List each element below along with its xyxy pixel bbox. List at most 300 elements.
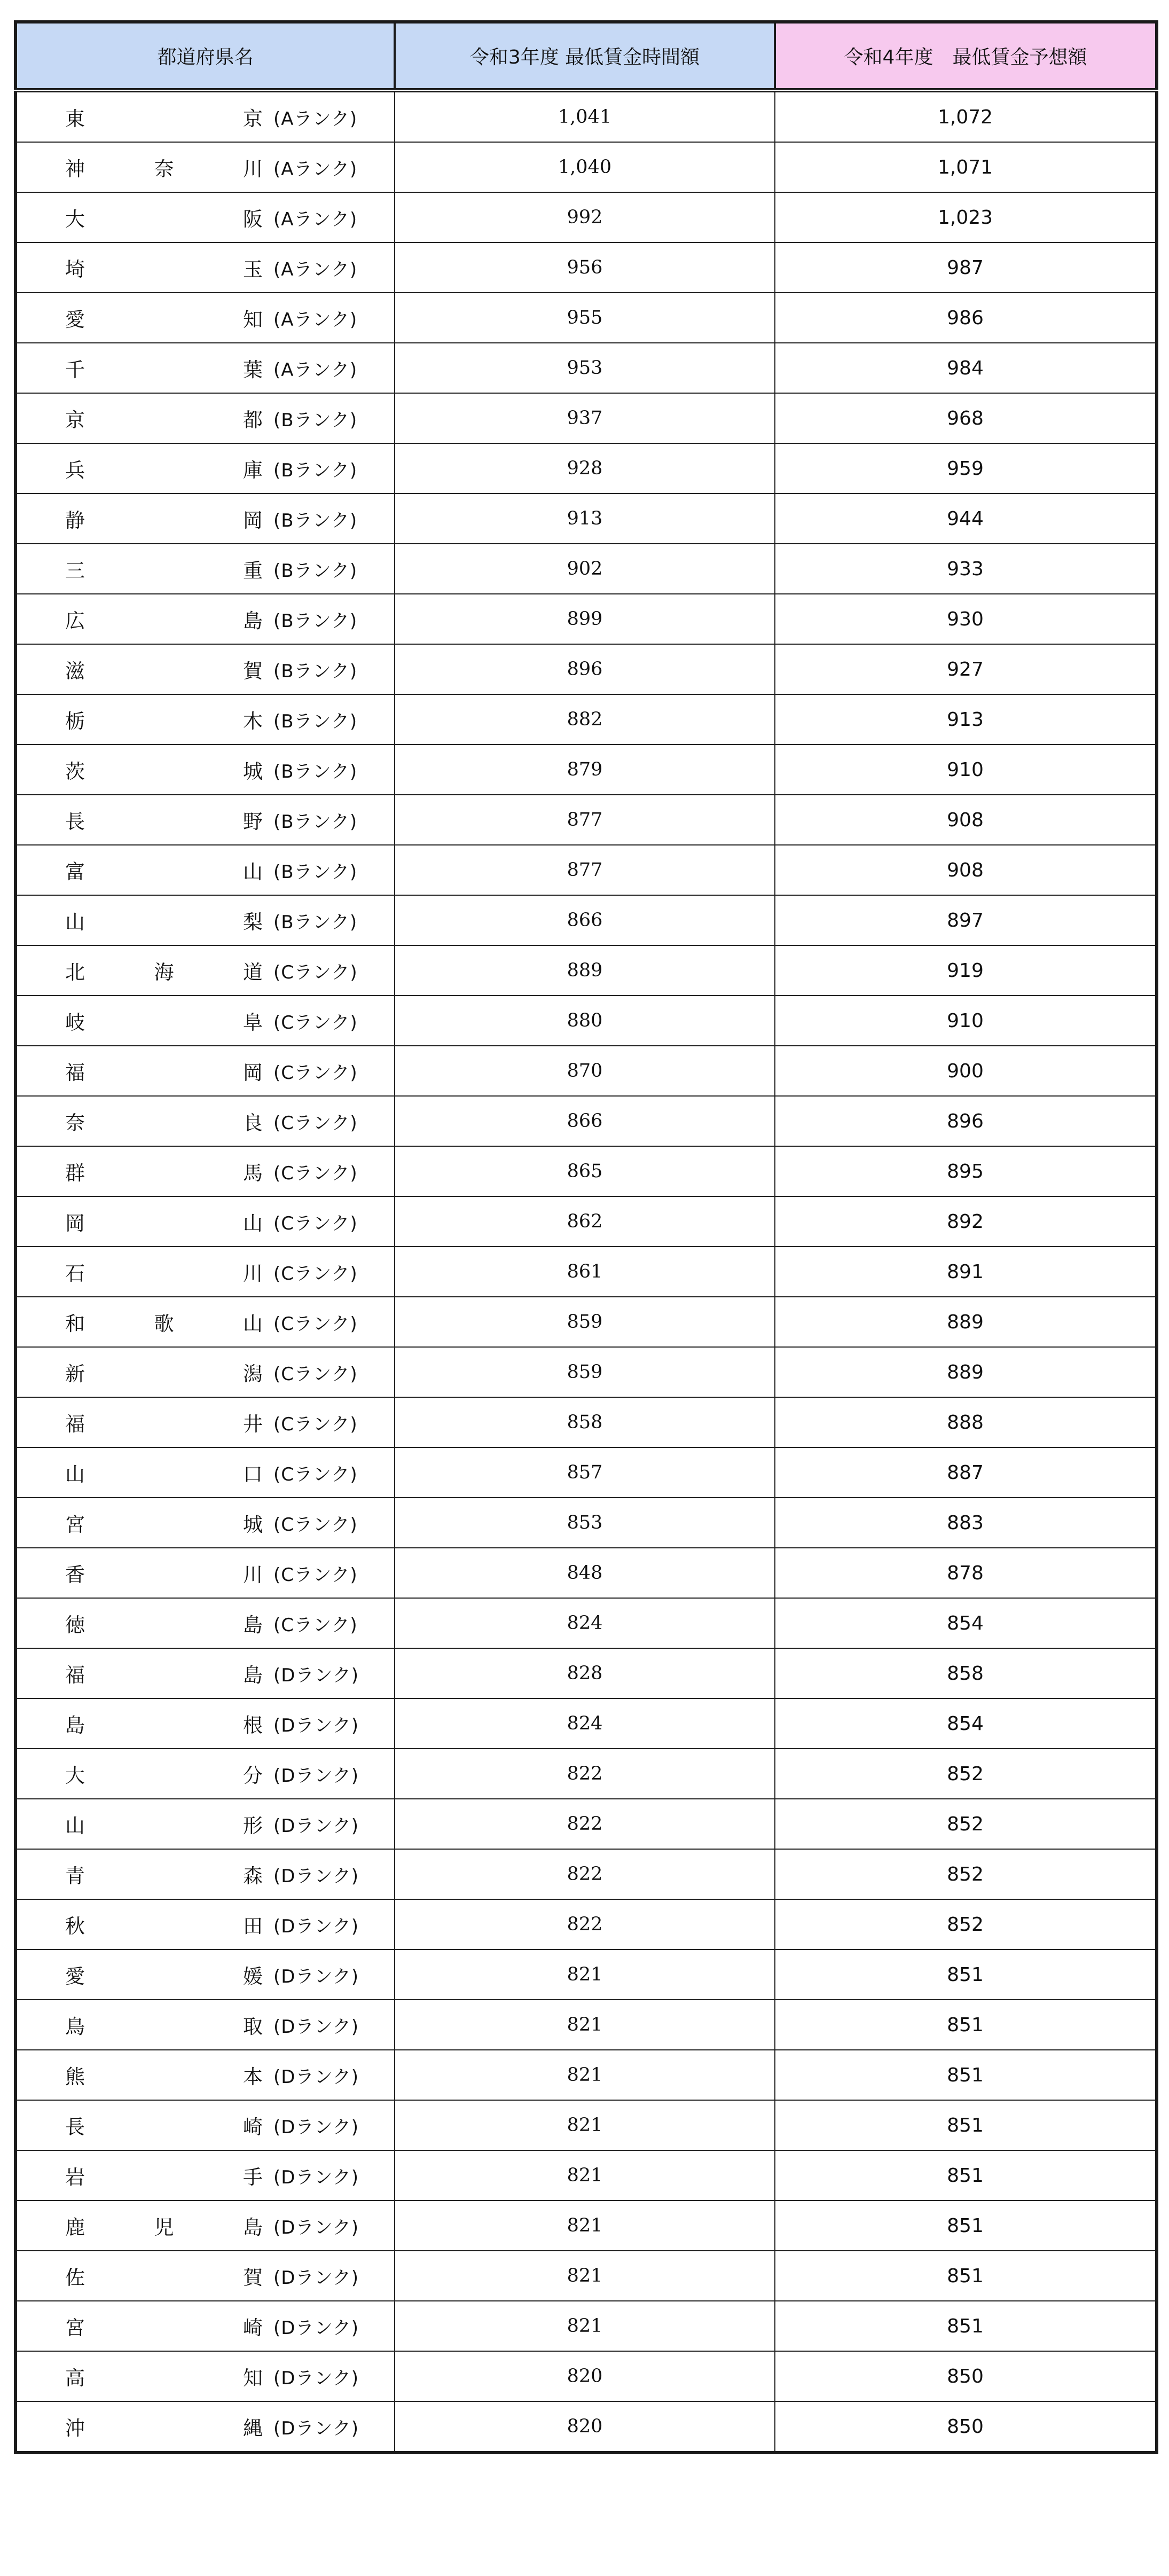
rank-label: (Bランク) [273,761,358,782]
prefecture-name [65,645,263,694]
rank-label: (Aランク) [273,108,358,130]
rank-label: (Cランク) [273,1062,358,1084]
rank-label: (Dランク) [273,1714,359,1736]
r3-wage-cell: 853 [395,1498,775,1548]
table-row [15,1096,1157,1146]
r3-wage-cell: 821 [395,1949,775,2000]
prefecture-cell [15,1698,395,1749]
rank-label: (Aランク) [273,259,358,280]
table-row [15,2000,1157,2050]
r3-wage-cell: 956 [395,242,775,293]
prefecture-name [65,2000,263,2049]
prefecture-name-char: 阜 [243,1011,263,1034]
prefecture-name-char: 森 [243,1865,263,1888]
r3-wage-cell: 859 [395,1297,775,1347]
table-row [15,90,1157,142]
table-row [15,293,1157,343]
prefecture-name-char: 山 [243,1312,263,1335]
rank-label: (Dランク) [273,2217,359,2238]
rank-label: (Cランク) [273,1313,358,1335]
prefecture-name-char: 手 [243,2166,263,2189]
r4-forecast-cell: 984 [775,343,1157,393]
prefecture-name-char: 茨 [65,760,85,783]
prefecture-name-char: 島 [243,1664,263,1687]
r4-forecast-cell: 895 [775,1146,1157,1196]
prefecture-name-char: 滋 [65,660,85,683]
prefecture-name-char: 新 [65,1363,85,1385]
r4-forecast-cell: 892 [775,1196,1157,1247]
table-body [15,90,1157,2453]
r4-forecast-cell: 910 [775,996,1157,1046]
prefecture-cell [15,2150,395,2201]
prefecture-name [65,1398,263,1447]
prefecture-name-char: 賀 [243,660,263,683]
prefecture-name [65,845,263,895]
prefecture-cell [15,2251,395,2301]
r3-wage-cell: 824 [395,1598,775,1648]
prefecture-name [65,1649,263,1698]
prefecture-name-char: 京 [243,107,263,130]
table-row [15,1347,1157,1397]
r4-forecast-cell: 878 [775,1548,1157,1598]
rank-label: (Dランク) [273,2267,359,2289]
r4-forecast-cell: 889 [775,1347,1157,1397]
table-row [15,795,1157,845]
table-row [15,945,1157,996]
table-row [15,845,1157,895]
prefecture-name-char: 広 [65,609,85,632]
prefecture-name-char: 沖 [65,2417,85,2440]
table-row [15,996,1157,1046]
prefecture-name-char: 高 [65,2367,85,2390]
prefecture-name [65,1548,263,1598]
prefecture-name-char: 神 [65,158,85,181]
r3-wage-cell: 821 [395,2050,775,2100]
prefecture-cell [15,1648,395,1698]
rank-label: (Cランク) [273,1413,358,1435]
prefecture-name-char: 岐 [65,1011,85,1034]
prefecture-name-char: 根 [243,1714,263,1737]
prefecture-name [65,695,263,744]
table-row [15,544,1157,594]
r3-wage-cell: 992 [395,192,775,242]
prefecture-name-char: 重 [243,559,263,582]
prefecture-cell [15,293,395,343]
r4-forecast-cell: 930 [775,594,1157,644]
rank-label: (Aランク) [273,309,358,331]
prefecture-name-char: 道 [243,961,263,984]
table-row [15,1196,1157,1247]
r4-forecast-cell: 858 [775,1648,1157,1698]
prefecture-name [65,2251,263,2300]
prefecture-name [65,494,263,543]
rank-label: (Dランク) [273,2016,359,2038]
prefecture-name [65,2402,263,2451]
prefecture-name-char: 玉 [243,258,263,281]
rank-label: (Dランク) [273,1815,359,1837]
prefecture-name-char: 千 [65,358,85,381]
prefecture-name-char: 宮 [65,2316,85,2339]
prefecture-name-char: 本 [243,2065,263,2088]
table-row [15,2351,1157,2401]
prefecture-name-char: 形 [243,1814,263,1837]
r3-wage-cell: 824 [395,1698,775,1749]
prefecture-name-char: 和 [65,1312,85,1335]
prefecture-cell [15,1849,395,1899]
prefecture-cell [15,1949,395,2000]
table-row [15,694,1157,745]
prefecture-name-char: 愛 [65,1965,85,1988]
prefecture-cell [15,2351,395,2401]
prefecture-name-char: 崎 [243,2116,263,2139]
prefecture-name [65,444,263,493]
r4-forecast-cell: 959 [775,443,1157,494]
prefecture-cell [15,2000,395,2050]
table-row [15,1949,1157,2000]
prefecture-name-char: 東 [65,107,85,130]
table-row [15,745,1157,795]
prefecture-name-char: 長 [65,2116,85,2139]
r4-forecast-cell: 927 [775,644,1157,694]
table-row [15,1548,1157,1598]
prefecture-name-char: 岩 [65,2166,85,2189]
rank-label: (Bランク) [273,510,358,531]
prefecture-name-char: 宮 [65,1513,85,1536]
r4-forecast-cell: 919 [775,945,1157,996]
rank-label: (Dランク) [273,2066,359,2088]
r3-wage-cell: 880 [395,996,775,1046]
prefecture-name [65,2201,263,2250]
prefecture-name-char: 山 [65,1814,85,1837]
r4-forecast-cell: 933 [775,544,1157,594]
prefecture-name [65,1850,263,1899]
r3-wage-cell: 821 [395,2301,775,2351]
table-row [15,1749,1157,1799]
prefecture-cell [15,443,395,494]
prefecture-name-char: 青 [65,1865,85,1888]
prefecture-cell [15,2201,395,2251]
r4-forecast-cell: 883 [775,1498,1157,1548]
table-row [15,1498,1157,1548]
table-row [15,1598,1157,1648]
rank-label: (Bランク) [273,911,358,933]
prefecture-name-char: 縄 [243,2417,263,2440]
prefecture-name [65,1448,263,1497]
prefecture-name [65,1950,263,1999]
r3-wage-cell: 1,040 [395,142,775,192]
rank-label: (Dランク) [273,1865,359,1887]
prefecture-name-char: 海 [154,961,174,984]
prefecture-name [65,1147,263,1196]
r3-wage-cell: 889 [395,945,775,996]
r3-wage-cell: 821 [395,2000,775,2050]
prefecture-cell [15,1096,395,1146]
prefecture-name-char: 岡 [243,509,263,532]
r3-wage-cell: 859 [395,1347,775,1397]
prefecture-name [65,795,263,844]
table-row [15,2401,1157,2453]
prefecture-name-char: 崎 [243,2316,263,2339]
rank-label: (Dランク) [273,2166,359,2188]
prefecture-cell [15,393,395,443]
table-row [15,443,1157,494]
rank-label: (Dランク) [273,2317,359,2339]
prefecture-name-char: 城 [243,1513,263,1536]
header-prefecture: 都道府県名 [15,22,395,90]
prefecture-cell [15,142,395,192]
rank-label: (Cランク) [273,1463,358,1485]
prefecture-name-char: 奈 [154,158,174,181]
prefecture-name-char: 取 [243,2015,263,2038]
prefecture-name-char: 徳 [65,1614,85,1637]
prefecture-name-char: 奈 [65,1111,85,1134]
table-row [15,2100,1157,2150]
rank-label: (Dランク) [273,1664,359,1686]
prefecture-name [65,193,263,242]
rank-label: (Cランク) [273,961,358,983]
r3-wage-cell: 955 [395,293,775,343]
prefecture-name-char: 愛 [65,308,85,331]
r4-forecast-cell: 900 [775,1046,1157,1096]
table-row [15,2251,1157,2301]
r4-forecast-cell: 854 [775,1698,1157,1749]
prefecture-name [65,92,263,142]
prefecture-cell [15,694,395,745]
r4-forecast-cell: 852 [775,1849,1157,1899]
table-row [15,1397,1157,1447]
r4-forecast-cell: 1,071 [775,142,1157,192]
prefecture-name-char: 歌 [154,1312,174,1335]
r4-forecast-cell: 987 [775,242,1157,293]
r3-wage-cell: 857 [395,1447,775,1498]
prefecture-name [65,544,263,593]
prefecture-name [65,1247,263,1296]
prefecture-name-char: 長 [65,810,85,833]
prefecture-name [65,1799,263,1849]
rank-label: (Dランク) [273,1765,359,1787]
table-header-row [15,22,1157,90]
prefecture-cell [15,1498,395,1548]
prefecture-name-char: 岡 [65,1212,85,1235]
prefecture-name-char: 口 [243,1463,263,1486]
prefecture-name-char: 静 [65,509,85,532]
rank-label: (Bランク) [273,861,358,883]
prefecture-name-char: 大 [65,1764,85,1787]
r4-forecast-cell: 852 [775,1799,1157,1849]
prefecture-name [65,1348,263,1397]
prefecture-name-char: 井 [243,1413,263,1436]
table-row [15,1447,1157,1498]
prefecture-cell [15,494,395,544]
prefecture-name-char: 阪 [243,208,263,231]
rank-label: (Dランク) [273,1915,359,1937]
prefecture-name-char: 梨 [243,911,263,934]
prefecture-name-char: 香 [65,1563,85,1586]
r4-forecast-cell: 851 [775,2100,1157,2150]
prefecture-cell [15,1598,395,1648]
r4-forecast-cell: 891 [775,1247,1157,1297]
rank-label: (Cランク) [273,1212,358,1234]
r4-forecast-cell: 913 [775,694,1157,745]
prefecture-name [65,745,263,794]
rank-label: (Cランク) [273,1614,358,1636]
prefecture-name [65,1900,263,1949]
prefecture-name-char: 葉 [243,358,263,381]
prefecture-cell [15,1146,395,1196]
prefecture-name-char: 秋 [65,1915,85,1938]
prefecture-cell [15,745,395,795]
prefecture-name-char: 知 [243,2367,263,2390]
r4-forecast-cell: 1,023 [775,192,1157,242]
prefecture-name-char: 良 [243,1111,263,1134]
r3-wage-cell: 913 [395,494,775,544]
prefecture-cell [15,1347,395,1397]
r3-wage-cell: 828 [395,1648,775,1698]
prefecture-name [65,1197,263,1246]
r4-forecast-cell: 851 [775,2251,1157,2301]
prefecture-name [65,343,263,393]
rank-label: (Aランク) [273,158,358,180]
table-row [15,2150,1157,2201]
prefecture-name-char: 群 [65,1162,85,1185]
prefecture-name [65,293,263,342]
prefecture-name-char: 庫 [243,459,263,482]
prefecture-name-char: 三 [65,559,85,582]
r3-wage-cell: 861 [395,1247,775,1297]
prefecture-name-char: 山 [65,1463,85,1486]
r3-wage-cell: 902 [395,544,775,594]
prefecture-cell [15,644,395,694]
header-r4-forecast: 令和4年度 最低賃金予想額 [775,22,1157,90]
r4-forecast-cell: 908 [775,845,1157,895]
prefecture-cell [15,1799,395,1849]
prefecture-cell [15,1297,395,1347]
prefecture-name [65,1599,263,1648]
prefecture-cell [15,1899,395,1949]
prefecture-cell [15,192,395,242]
prefecture-name-char: 埼 [65,258,85,281]
prefecture-name-char: 島 [243,609,263,632]
prefecture-name-char: 福 [65,1664,85,1687]
prefecture-name [65,2301,263,2351]
r4-forecast-cell: 851 [775,2050,1157,2100]
rank-label: (Aランク) [273,359,358,381]
prefecture-name-char: 島 [243,2216,263,2239]
r4-forecast-cell: 944 [775,494,1157,544]
prefecture-name-char: 岡 [243,1061,263,1084]
r3-wage-cell: 877 [395,795,775,845]
prefecture-name [65,2101,263,2150]
rank-label: (Bランク) [273,409,358,431]
prefecture-cell [15,1046,395,1096]
r3-wage-cell: 858 [395,1397,775,1447]
prefecture-name [65,2352,263,2401]
prefecture-cell [15,996,395,1046]
prefecture-name-char: 田 [243,1915,263,1938]
prefecture-cell [15,1247,395,1297]
rank-label: (Dランク) [273,2116,359,2138]
r3-wage-cell: 1,041 [395,90,775,142]
r4-forecast-cell: 852 [775,1899,1157,1949]
prefecture-name [65,594,263,644]
r3-wage-cell: 899 [395,594,775,644]
table-row [15,1247,1157,1297]
prefecture-name-char: 大 [65,208,85,231]
prefecture-name-char: 福 [65,1061,85,1084]
prefecture-cell [15,343,395,393]
table-row [15,1146,1157,1196]
prefecture-name [65,2050,263,2100]
r3-wage-cell: 928 [395,443,775,494]
minimum-wage-table [14,20,1158,2454]
table-row [15,343,1157,393]
prefecture-name-char: 鳥 [65,2015,85,2038]
prefecture-name-char: 熊 [65,2065,85,2088]
r4-forecast-cell: 896 [775,1096,1157,1146]
prefecture-cell [15,1397,395,1447]
rank-label: (Bランク) [273,459,358,481]
table-row [15,1297,1157,1347]
r3-wage-cell: 821 [395,2201,775,2251]
rank-label: (Bランク) [273,560,358,582]
rank-label: (Cランク) [273,1112,358,1134]
rank-label: (Cランク) [273,1514,358,1536]
rank-label: (Bランク) [273,660,358,682]
prefecture-name-char: 石 [65,1262,85,1285]
r4-forecast-cell: 850 [775,2351,1157,2401]
prefecture-cell [15,1447,395,1498]
prefecture-name [65,896,263,945]
r3-wage-cell: 877 [395,845,775,895]
rank-label: (Dランク) [273,2367,359,2389]
rank-label: (Aランク) [273,208,358,230]
prefecture-cell [15,945,395,996]
prefecture-name [65,1498,263,1547]
r4-forecast-cell: 968 [775,393,1157,443]
prefecture-name-char: 児 [154,2216,174,2239]
r3-wage-cell: 866 [395,1096,775,1146]
wage-table-frame [14,20,1155,2454]
prefecture-cell [15,1749,395,1799]
prefecture-cell [15,2401,395,2453]
rank-label: (Cランク) [273,1012,358,1033]
rank-label: (Dランク) [273,2417,359,2439]
prefecture-name [65,2151,263,2200]
prefecture-name-char: 城 [243,760,263,783]
table-row [15,2301,1157,2351]
r3-wage-cell: 822 [395,1799,775,1849]
table-row [15,494,1157,544]
r3-wage-cell: 821 [395,2150,775,2201]
r4-forecast-cell: 851 [775,2000,1157,2050]
prefecture-name-char: 川 [243,1262,263,1285]
prefecture-name-char: 栃 [65,710,85,733]
prefecture-cell [15,2050,395,2100]
r4-forecast-cell: 850 [775,2401,1157,2453]
r4-forecast-cell: 851 [775,2150,1157,2201]
r4-forecast-cell: 889 [775,1297,1157,1347]
r4-forecast-cell: 851 [775,2301,1157,2351]
table-row [15,242,1157,293]
prefecture-name-char: 都 [243,409,263,432]
r4-forecast-cell: 897 [775,895,1157,945]
r3-wage-cell: 820 [395,2351,775,2401]
r3-wage-cell: 896 [395,644,775,694]
table-row [15,192,1157,242]
r3-wage-cell: 848 [395,1548,775,1598]
prefecture-cell [15,1548,395,1598]
r3-wage-cell: 821 [395,2100,775,2150]
